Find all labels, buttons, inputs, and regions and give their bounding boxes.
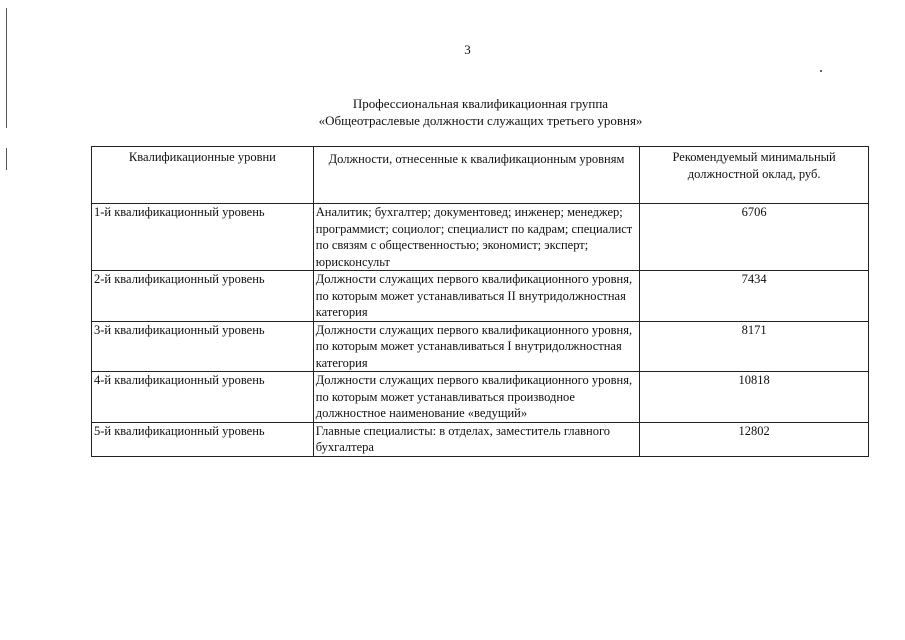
cell-positions: Должности служащих первого квалификационного уровня, по которым может устанавливаться II внутридолжностная категория <box>313 271 640 322</box>
cell-salary: 8171 <box>640 321 869 372</box>
group-title-line1: Профессиональная квалификационная группа <box>352 96 609 111</box>
cell-salary: 7434 <box>640 271 869 322</box>
cell-salary: 10818 <box>640 372 869 423</box>
cell-salary: 6706 <box>640 204 869 271</box>
table-row <box>92 422 869 456</box>
cell-positions: Аналитик; бухгалтер; документовед; инженер; менеджер; программист; социолог; специалист по кадрам; специалист по связям с общественностью; экономист; эксперт; юрисконсульт <box>313 204 640 271</box>
cell-positions: Должности служащих первого квалификационного уровня, по которым может устанавливаться I внутридолжностная категория <box>313 321 640 372</box>
table-row <box>92 321 869 372</box>
table-header-row <box>92 147 869 204</box>
table-row <box>92 271 869 322</box>
table-row <box>92 372 869 423</box>
cell-level: 5-й квалификационный уровень <box>92 422 314 456</box>
margin-line <box>6 148 7 170</box>
cell-salary: 12802 <box>640 422 869 456</box>
cell-level: 1-й квалификационный уровень <box>92 204 314 271</box>
group-title <box>0 95 905 129</box>
cell-positions: Главные специалисты: в отделах, заместитель главного бухгалтера <box>313 422 640 456</box>
qualification-table <box>91 146 869 457</box>
cell-level: 4-й квалификационный уровень <box>92 372 314 423</box>
header-positions: Должности, отнесенные к квалификационным уровням <box>313 147 640 204</box>
cell-level: 3-й квалификационный уровень <box>92 321 314 372</box>
header-salary: Рекомендуемый минимальный должностной оклад, руб. <box>640 147 869 204</box>
cell-level: 2-й квалификационный уровень <box>92 271 314 322</box>
group-title-line2: «Общеотраслевые должности служащих третьего уровня» <box>318 113 643 128</box>
cell-positions: Должности служащих первого квалификационного уровня, по которым может устанавливаться производное должностное наименование «ведущий» <box>313 372 640 423</box>
header-levels: Квалификационные уровни <box>92 147 314 204</box>
scan-speck <box>820 70 822 72</box>
page-number: 3 <box>464 42 471 57</box>
table-row <box>92 204 869 271</box>
